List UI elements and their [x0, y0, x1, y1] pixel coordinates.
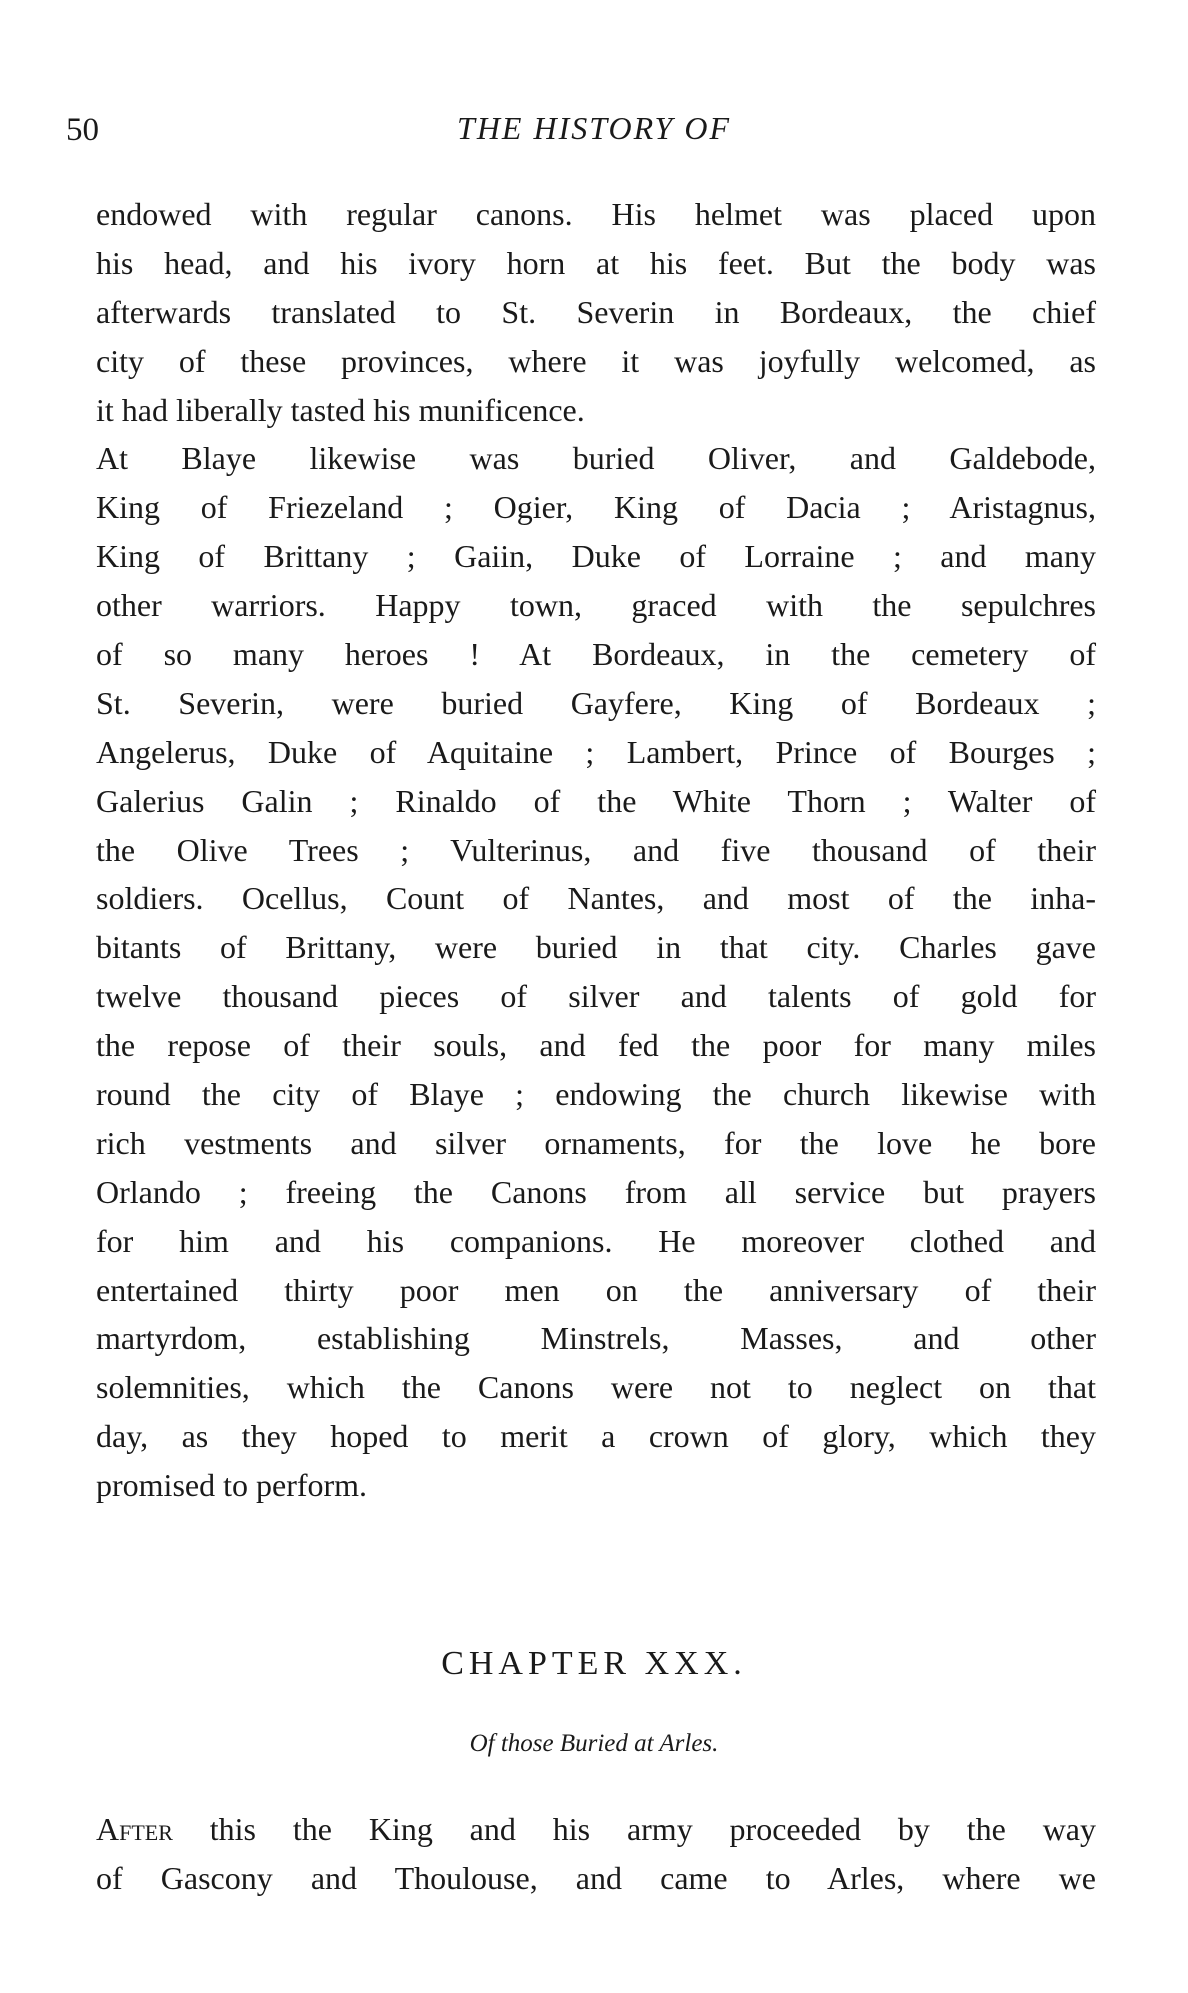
text-line: the repose of their souls, and fed the poor for many miles	[96, 1027, 1096, 1064]
text-line: Angelerus, Duke of Aquitaine ; Lambert, Prince of Bourges ;	[96, 733, 1096, 770]
text-line: endowed with regular canons. His helmet was placed upon	[96, 196, 1096, 232]
running-title: THE HISTORY OF	[457, 110, 731, 146]
text-line: bitants of Brittany, were buried in that city. Charles gave	[96, 929, 1096, 966]
text-line: day, as they hoped to merit a crown of glory, which they	[96, 1418, 1096, 1455]
text-line: promised to perform.	[96, 1467, 368, 1504]
text-line: soldiers. Ocellus, Count of Nantes, and most of the inha-	[96, 880, 1096, 917]
text-line: the Olive Trees ; Vulterinus, and five thousand of their	[96, 831, 1096, 868]
text-line: St. Severin, were buried Gayfere, King of Bordeaux ;	[96, 684, 1096, 721]
text-line: it had liberally tasted his munificence.	[96, 391, 585, 428]
chapter-text	[96, 1805, 1096, 1903]
paragraph-body	[96, 190, 1096, 1510]
line-rest: this the King and his army proceeded by the way	[172, 1811, 1096, 1847]
text-line: round the city of Blaye ; endowing the church likewise with	[96, 1076, 1096, 1113]
text-line: other warriors. Happy town, graced with the sepulchres	[96, 587, 1096, 624]
text-line: twelve thousand pieces of silver and talents of gold for	[96, 978, 1096, 1015]
text-line: his head, and his ivory horn at his feet. But the body was	[96, 244, 1096, 281]
text-line: for him and his companions. He moreover clothed and	[96, 1222, 1096, 1259]
text-line: At Blaye likewise was buried Oliver, and Galdebode,	[96, 440, 1096, 477]
text-line: afterwards translated to St. Severin in Bordeaux, the chief	[96, 293, 1096, 330]
text-line: rich vestments and silver ornaments, for the love he bore	[96, 1124, 1096, 1161]
chapter-heading: CHAPTER XXX.	[441, 1645, 747, 1682]
text-line: entertained thirty poor men on the anniversary of their	[96, 1271, 1096, 1308]
page-number: 50	[66, 112, 99, 148]
text-line: city of these provinces, where it was joyfully welcomed, as	[96, 342, 1096, 379]
chapter-subtitle: Of those Buried at Arles.	[469, 1730, 719, 1757]
lead-word: After	[96, 1811, 173, 1847]
text-line: King of Friezeland ; Ogier, King of Dacia ; Aristagnus,	[96, 489, 1096, 526]
text-line: of so many heroes ! At Bordeaux, in the cemetery of	[96, 636, 1096, 673]
text-line: solemnities, which the Canons were not to neglect on that	[96, 1369, 1096, 1406]
text-line: King of Brittany ; Gaiin, Duke of Lorraine ; and many	[96, 538, 1096, 575]
text-line: martyrdom, establishing Minstrels, Masses, and other	[96, 1320, 1096, 1357]
text-line	[96, 1805, 1096, 1854]
text-line: of Gascony and Thoulouse, and came to Arles, where we	[96, 1859, 1096, 1896]
text-line: Orlando ; freeing the Canons from all service but prayers	[96, 1173, 1096, 1210]
text-line: Galerius Galin ; Rinaldo of the White Thorn ; Walter of	[96, 782, 1096, 819]
